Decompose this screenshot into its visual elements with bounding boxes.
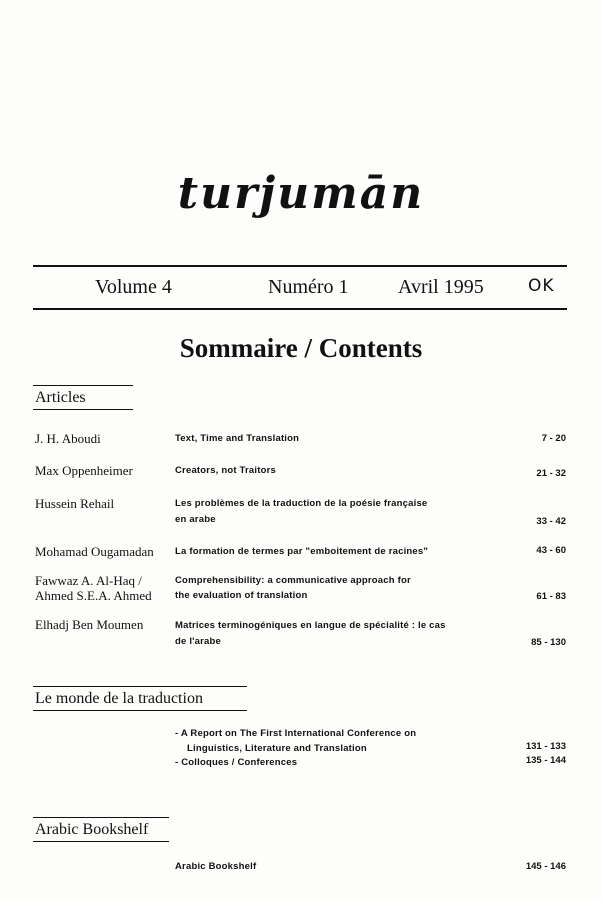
article-pages: 33 - 42 (536, 516, 566, 527)
article-title-line2: de l'arabe (175, 636, 221, 647)
monde-item-line1: - A Report on The First International Conference on (175, 728, 417, 739)
article-pages: 61 - 83 (536, 591, 566, 602)
bookshelf-item-title: Arabic Bookshelf (175, 861, 257, 872)
article-pages: 85 - 130 (531, 637, 566, 648)
contents-heading: Sommaire / Contents (179, 333, 423, 363)
article-title-line1: Matrices terminogéniques en langue de spécialité : le cas (175, 620, 446, 631)
monde-section-rule (33, 686, 247, 687)
article-title: Text, Time and Translation (175, 433, 300, 444)
volume-label: Volume 4 (95, 276, 172, 298)
article-author-line1: Fawwaz A. Al-Haq / (35, 573, 142, 588)
monde-item-pages: 131 - 133 (525, 741, 566, 752)
article-author: Elhadj Ben Moumen (35, 617, 144, 632)
article-author: J. H. Aboudi (35, 431, 101, 446)
header-top-rule (33, 265, 567, 267)
article-pages: 43 - 60 (536, 545, 566, 556)
article-author: Hussein Rehail (35, 496, 115, 511)
articles-section-rule (33, 385, 133, 386)
article-title: La formation de termes par "emboitement de racines" (175, 546, 429, 557)
article-title-line1: Comprehensibility: a communicative approach for (175, 575, 411, 586)
article-author: Max Oppenheimer (35, 463, 133, 478)
date-label: Avril 1995 (398, 276, 484, 298)
article-title-line2: the evaluation of translation (175, 590, 308, 601)
section-arabic-bookshelf: Arabic Bookshelf (33, 821, 169, 842)
article-author: Mohamad Ougamadan (35, 544, 154, 559)
article-pages: 7 - 20 (541, 433, 566, 444)
bookshelf-item-pages: 145 - 146 (525, 861, 566, 872)
number-label: Numéro 1 (268, 276, 349, 298)
monde-item-pages: 135 - 144 (525, 755, 566, 766)
section-articles: Articles (33, 389, 133, 410)
article-author-line2: Ahmed S.E.A. Ahmed (35, 588, 152, 603)
monde-item-line2: Linguistics, Literature and Translation (187, 743, 367, 754)
section-monde-traduction: Le monde de la traduction (33, 690, 247, 711)
article-title: Creators, not Traitors (175, 465, 277, 476)
handwritten-ok-mark: OK (528, 276, 555, 296)
journal-title: turjumān (177, 168, 425, 219)
header-bottom-rule (33, 308, 567, 310)
monde-item-line1: - Colloques / Conferences (175, 757, 298, 768)
bookshelf-section-rule (33, 817, 169, 818)
article-pages: 21 - 32 (536, 468, 566, 479)
article-title-line2: en arabe (175, 514, 216, 525)
article-title-line1: Les problèmes de la traduction de la poésie française (175, 498, 428, 509)
